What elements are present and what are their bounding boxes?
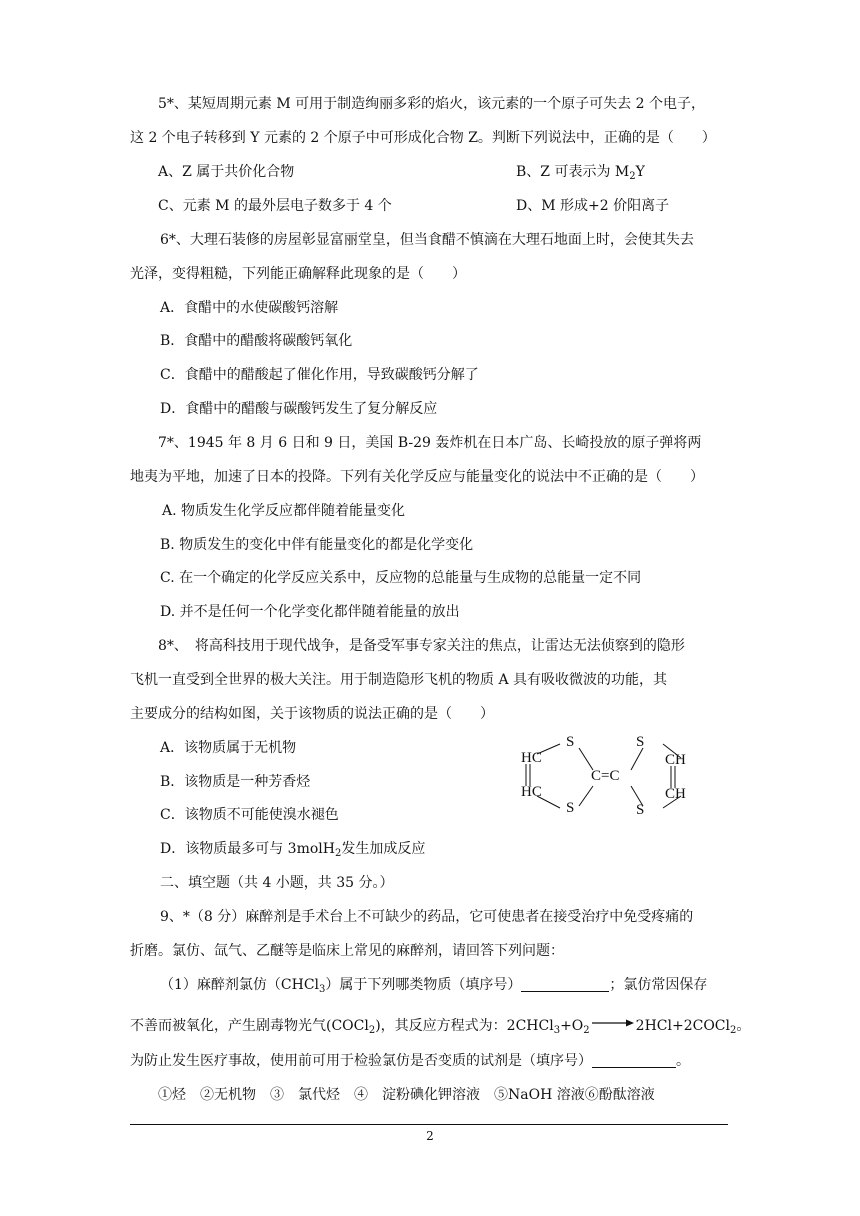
- answer-blank-2[interactable]: [592, 1053, 676, 1068]
- q5-option-a: A、Z 属于共价化合物: [158, 164, 295, 180]
- q5-option-c: C、元素 M 的最外层电子数多于 4 个: [158, 198, 392, 214]
- q9-stem-line2: 折磨。氯仿、氙气、乙醚等是临床上常见的麻醉剂，请回答下列问题：: [130, 943, 564, 959]
- q8-option-a: A．该物质属于无机物: [160, 740, 297, 756]
- q5-option-b: B、Z 可表示为 $M_2Y$: [516, 164, 645, 182]
- structure-s3: S: [636, 734, 645, 750]
- q9-part1-equation-line: 不善而被氧化，产生剧毒物光气(COCl$_2$)，其反应方程式为：$2CHCl_3+O_2$ 2HCl+2COCl$_2$。: [130, 1018, 751, 1036]
- q6-stem-line2: 光泽，变得粗糙，下列能正确解释此现象的是（ ）: [130, 266, 466, 282]
- structure-hc-bottom: HC: [521, 784, 542, 800]
- q7-stem-line1: 7*、1945 年 8 月 6 日和 9 日，美国 B-29 轰炸机在日本广岛、长崎投放的原子弹将两: [158, 435, 702, 451]
- footer-rule: [130, 1124, 728, 1125]
- structure-center-double-bond: C=C: [591, 768, 620, 784]
- section-heading: 二、填空题（共 4 小题，共 35 分。）: [160, 875, 394, 891]
- q5-stem-line2: 这 2 个电子转移到 Y 元素的 2 个原子中可形成化合物 Z。判断下列说法中，正确的是（ ）: [130, 130, 716, 146]
- page-number: 2: [426, 1129, 434, 1143]
- reaction-arrow-icon: [592, 1018, 634, 1028]
- q7-option-d: D. 并不是任何一个化学变化都伴随着能量的放出: [160, 604, 460, 620]
- q5-option-d: D、M 形成+2 价阳离子: [516, 198, 670, 214]
- structure-s1: S: [566, 734, 575, 750]
- q6-stem-line1: 6*、大理石装修的房屋彰显富丽堂皇，但当食醋不慎滴在大理石地面上时，会使其失去: [160, 232, 694, 248]
- q8-option-c: C．该物质不可能使溴水褪色: [160, 807, 339, 823]
- molecular-structure-figure: [505, 730, 705, 825]
- answer-blank-1[interactable]: [521, 977, 609, 992]
- q9-part1-reagent-line: 为防止发生医疗事故，使用前可用于检验氯仿是否变质的试剂是（填序号） 。: [130, 1053, 690, 1069]
- q9-options-line: ①烃 ②无机物 ③ 氯代烃 ④ 淀粉碘化钾溶液 ⑤NaOH 溶液⑥酚酞溶液: [158, 1087, 655, 1103]
- q7-option-b: B. 物质发生的变化中伴有能量变化的都是化学变化: [160, 537, 474, 553]
- structure-ch-top: CH: [665, 752, 686, 768]
- q8-stem-line1: 8*、 将高科技用于现代战争，是备受军事专家关注的焦点，让雷达无法侦察到的隐形: [158, 638, 685, 654]
- q6-option-c: C．食醋中的醋酸起了催化作用，导致碳酸钙分解了: [160, 367, 479, 383]
- q7-option-a: A. 物质发生化学反应都伴随着能量变化: [162, 503, 406, 519]
- q6-option-a: A．食醋中的水使碳酸钙溶解: [160, 300, 339, 316]
- q7-option-c: C. 在一个确定的化学反应关系中，反应物的总能量与生成物的总能量一定不同: [160, 570, 642, 586]
- structure-s2: S: [566, 800, 575, 816]
- q8-stem-line2: 飞机一直受到全世界的极大关注。用于制造隐形飞机的物质 A 具有吸收微波的功能，其: [130, 672, 668, 688]
- q9-stem-line1: 9、*（8 分）麻醉剂是手术台上不可缺少的药品，它可使患者在接受治疗中免受疼痛的: [160, 909, 694, 925]
- q6-option-b: B．食醋中的醋酸将碳酸钙氧化: [160, 333, 353, 349]
- q8-option-b: B．该物质是一种芳香烃: [160, 774, 311, 790]
- structure-s4: S: [636, 802, 645, 818]
- q8-stem-line3: 主要成分的结构如图，关于该物质的说法正确的是（ ）: [130, 706, 494, 722]
- structure-hc-top: HC: [521, 750, 542, 766]
- q6-option-d: D．食醋中的醋酸与碳酸钙发生了复分解反应: [160, 401, 438, 417]
- q9-part1-line: （1）麻醉剂氯仿（CHCl$_3$）属于下列哪类物质（填序号） ；氯仿常因保存: [160, 977, 708, 995]
- structure-ch-bottom: CH: [665, 786, 686, 802]
- q8-option-d: D．该物质最多可与 3molH$_2$发生加成反应: [160, 841, 426, 859]
- q7-stem-line2: 地夷为平地，加速了日本的投降。下列有关化学反应与能量变化的说法中不正确的是（ ）: [130, 469, 704, 485]
- q5-stem-line1: 5*、某短周期元素 M 可用于制造绚丽多彩的焰火，该元素的一个原子可失去 2 个电子，: [158, 96, 705, 112]
